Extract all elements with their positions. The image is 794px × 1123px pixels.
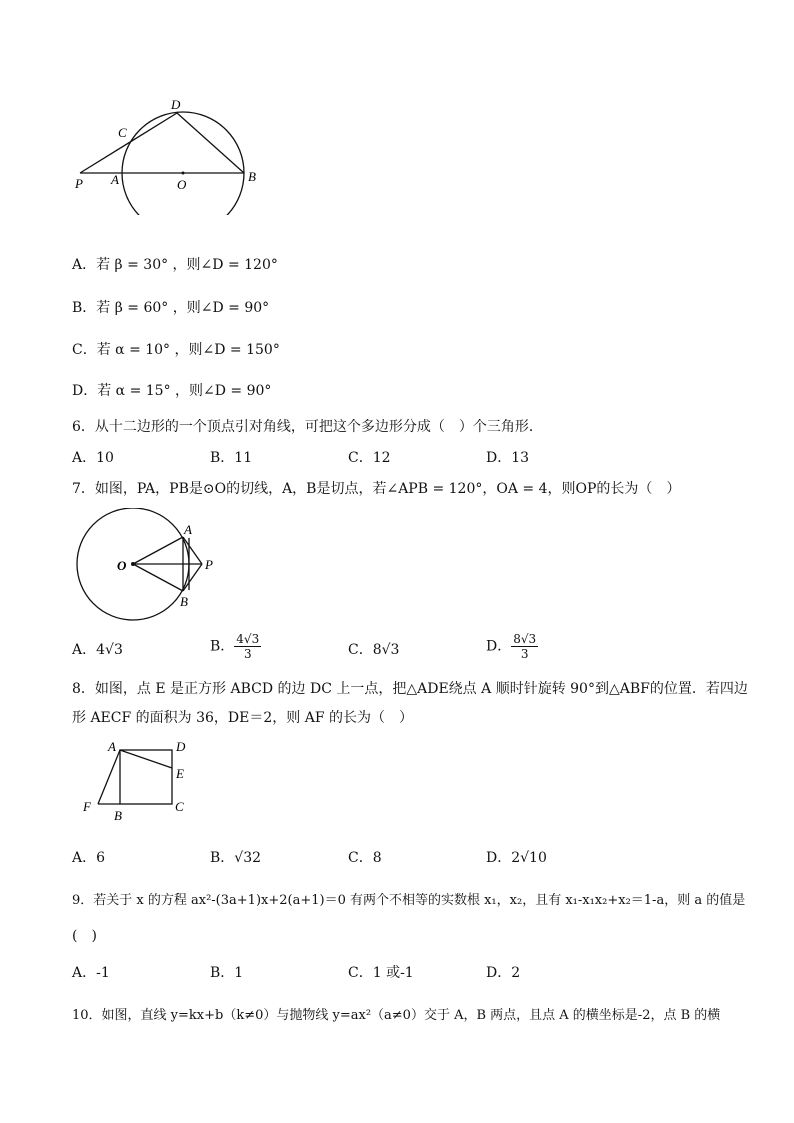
circle-o	[122, 112, 244, 215]
label-c: C	[175, 799, 184, 814]
q5-option-c: C．若 α = 10° ，则∠D = 150°	[72, 342, 280, 358]
figure-tangents	[70, 508, 230, 628]
line-af	[98, 750, 120, 804]
q8-option-d: D．2√10	[486, 850, 547, 866]
q9-stem-line2: ( )	[72, 928, 97, 944]
q7-option-d-den: 3	[520, 647, 529, 661]
q9-option-d: D．2	[486, 965, 521, 981]
q7-option-d-num: 8√3	[513, 632, 537, 646]
q9-stem-line1: 9．若关于 x 的方程 ax²-(3a+1)x+2(a+1)＝0 有两个不相等的实数根 x₁，x₂，且有 x₁-x₁x₂+x₂＝1-a，则 a 的值是	[72, 893, 746, 908]
label-c: C	[118, 125, 127, 140]
q8-stem-line1: 8．如图，点 E 是正方形 ABCD 的边 DC 上一点，把△ADE绕点 A 顺时针旋转 90°到△ABF的位置．若四边	[72, 681, 748, 697]
q7-option-b	[210, 632, 261, 661]
label-o: O	[117, 558, 127, 573]
label-a: A	[108, 739, 116, 754]
line-pa	[183, 537, 202, 564]
label-b: B	[180, 594, 188, 609]
q7-option-d-prefix: D．	[486, 638, 512, 655]
q7-option-c: C．8√3	[348, 642, 400, 658]
q6-option-a: A．10	[72, 450, 114, 466]
label-a: A	[111, 172, 119, 187]
figure-square	[78, 736, 218, 824]
line-oa	[133, 537, 183, 564]
q6-option-b: B．11	[210, 450, 253, 466]
q6-option-c: C．12	[348, 450, 391, 466]
center-dot	[131, 562, 135, 566]
q9-option-a: A．-1	[72, 965, 110, 981]
line-ae	[120, 750, 172, 768]
q7-option-b-prefix: B．	[210, 638, 235, 655]
label-b: B	[114, 808, 122, 823]
q7-stem: 7．如图，PA，PB是⊙O的切线，A，B是切点，若∠APB = 120°，OA = 4，则OP的长为（ ）	[72, 481, 681, 497]
label-p: P	[205, 557, 213, 572]
q8-option-c: C．8	[348, 850, 382, 866]
q7-option-d	[486, 632, 538, 661]
q8-stem-line2: 形 AECF 的面积为 36，DE＝2，则 AF 的长为（ ）	[72, 710, 413, 726]
q7-option-a: A．4√3	[72, 642, 123, 658]
center-dot	[182, 172, 185, 175]
q8-option-a: A．6	[72, 850, 106, 866]
q7-option-b-num: 4√3	[236, 632, 260, 646]
q9-option-c: C．1 或-1	[348, 965, 414, 981]
q5-option-d: D．若 α = 15° ，则∠D = 90°	[72, 383, 272, 399]
q5-option-b: B．若 β = 60° ，则∠D = 90°	[72, 300, 270, 316]
square-abcd	[120, 750, 172, 804]
label-p: P	[75, 176, 83, 191]
label-a: A	[184, 522, 192, 537]
q6-stem: 6．从十二边形的一个顶点引对角线，可把这个多边形分成（ ）个三角形．	[72, 419, 543, 435]
q10-stem: 10．如图，直线 y=kx+b（k≠0）与抛物线 y=ax²（a≠0）交于 A，B 两点，且点 A 的横坐标是-2，点 B 的横	[72, 1008, 721, 1023]
q9-option-b: B．1	[210, 965, 244, 981]
line-db	[177, 113, 244, 173]
figure-circle-secant	[60, 95, 270, 215]
label-d: D	[171, 97, 181, 112]
line-pd	[80, 113, 177, 173]
line-pb	[183, 564, 202, 591]
q6-option-d: D．13	[486, 450, 530, 466]
q5-option-a: A．若 β = 30° ，则∠D = 120°	[72, 257, 278, 273]
label-e: E	[176, 766, 184, 781]
q7-option-b-den: 3	[243, 647, 252, 661]
label-o: O	[177, 177, 187, 192]
label-d: D	[176, 739, 186, 754]
label-f: F	[83, 799, 91, 814]
label-b: B	[248, 169, 256, 184]
line-ob	[133, 564, 183, 591]
q8-option-b: B．√32	[210, 850, 262, 866]
